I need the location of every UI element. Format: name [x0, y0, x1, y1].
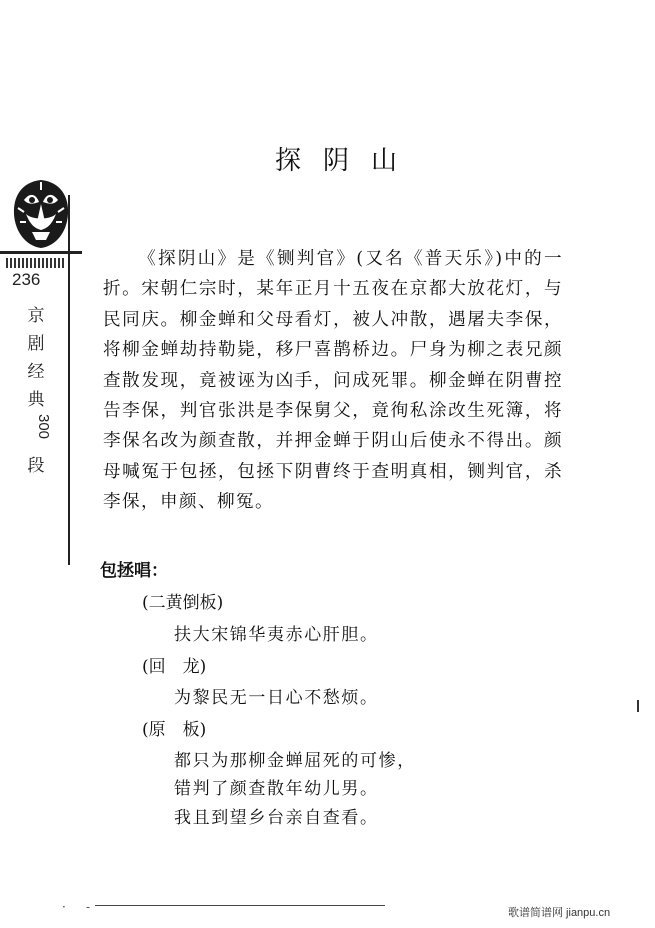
margin-horizontal-rule — [0, 251, 82, 254]
lyric-line: 扶大宋锦华夷赤心肝胆。 — [174, 625, 379, 645]
side-book-title — [24, 302, 52, 480]
side-title-char: 典 — [27, 390, 45, 410]
side-title-char: 段 — [27, 456, 45, 476]
page-title: 探阴山 — [275, 146, 420, 176]
margin-hatched-rule — [6, 258, 66, 268]
page-number: 236 — [12, 270, 41, 289]
footer-mark: - — [86, 900, 91, 914]
footer-mark: · — [62, 900, 66, 914]
tune-tag: (二黄倒板) — [142, 593, 224, 613]
side-title-char: 京 — [27, 306, 45, 326]
margin-mark — [637, 700, 639, 712]
lyric-line: 我且到望乡台亲自查看。 — [174, 808, 379, 828]
aria-heading: 包拯唱： — [100, 561, 168, 581]
lyric-line: 错判了颜查散年幼儿男。 — [174, 779, 379, 799]
watermark: 歌谱简谱网 jianpu.cn — [508, 907, 611, 919]
footer-rule — [95, 905, 385, 906]
tune-tag: (原 板) — [142, 720, 207, 740]
intro-paragraph: 《探阴山》是《铡判官》(又名《普天乐》)中的一折。宋朝仁宗时，某年正月十五夜在京都大放花灯，与民同庆。柳金蝉和父母看灯，被人冲散，遇屠夫李保，将柳金蝉劫持勒毙，移尸喜鹊桥边。尸身为柳之表兄颜查散发现，竟被诬为凶手，问成死罪。柳金蝉在阴曹控告李保，判官张洪是李保舅父，竟徇私涂改生死簿，将李保名改为颜查散，并押金蝉于阴山后使永不得出。颜母喊冤于包拯，包拯下阴曹终于查明真相，铡判官，杀李保，申颜、柳冤。 — [103, 249, 563, 513]
intro-paragraph-block — [103, 244, 563, 518]
lyric-line: 为黎民无一日心不愁烦。 — [174, 688, 379, 708]
side-title-char: 剧 — [27, 334, 45, 354]
side-title-number: 300 — [35, 414, 52, 440]
lyric-line: 都只为那柳金蝉屈死的可惨， — [174, 751, 416, 771]
tune-tag: (回 龙) — [142, 657, 207, 677]
side-title-char: 经 — [27, 362, 45, 382]
opera-mask-icon — [10, 178, 72, 250]
